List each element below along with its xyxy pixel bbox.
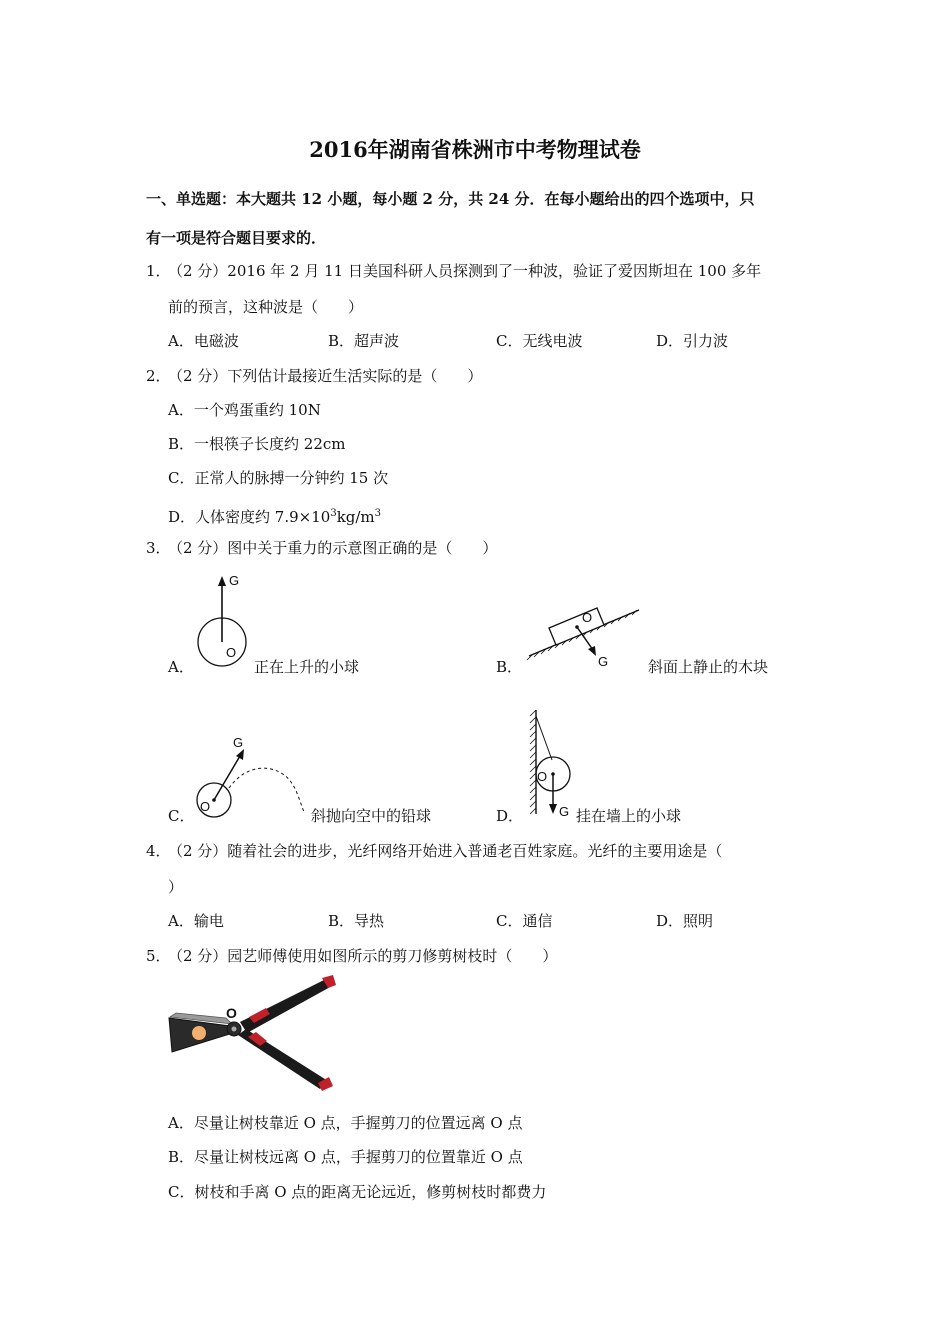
q2-option-d-unit: kg/m (336, 508, 375, 526)
q3-figure-b-g-label: G (598, 654, 609, 669)
q3-text: （2 分）图中关于重力的示意图正确的是（ ） (168, 539, 498, 557)
q3-option-c-caption: 斜抛向空中的铅球 (311, 807, 432, 825)
q3-figure-a-g-label: G (229, 573, 240, 588)
q3-option-a-letter[interactable]: A． (168, 658, 194, 676)
q5-figure-o-label: O (226, 1005, 237, 1021)
q1-number: 1． (146, 262, 171, 280)
q3-figure-d-g-label: G (559, 804, 570, 819)
q1-option-b[interactable]: B．超声波 (328, 332, 400, 350)
q4-text-line1: （2 分）随着社会的进步，光纤网络开始进入普通老百姓家庭。光纤的主要用途是（ (168, 842, 723, 860)
q5-option-b[interactable]: B．尽量让树枝远离 O 点，手握剪刀的位置靠近 O 点 (168, 1148, 523, 1166)
q1-option-d[interactable]: D．引力波 (656, 332, 729, 350)
q2-option-a[interactable]: A．一个鸡蛋重约 10N (168, 401, 321, 419)
q2-option-d-prefix: D．人体密度约 7.9×10 (168, 508, 331, 526)
q4-number: 4． (146, 842, 171, 860)
section-heading-line2: 有一项是符合题目要求的． (146, 229, 327, 247)
q3-figure-c-g-label: G (233, 735, 244, 750)
q3-figure-b-o-label: O (582, 610, 593, 625)
q2-number: 2． (146, 367, 171, 385)
q3-option-d-letter[interactable]: D． (496, 807, 524, 825)
q3-figure-d (524, 708, 584, 826)
q2-option-d-exp1: 3 (330, 508, 337, 519)
q1-text-line1: （2 分）2016 年 2 月 11 日美国科研人员探测到了一种波，验证了爱因斯坦在 100 多年 (168, 262, 762, 280)
q1-option-a[interactable]: A．电磁波 (168, 332, 239, 350)
q4-option-b[interactable]: B．导热 (328, 912, 385, 930)
q1-option-c[interactable]: C．无线电波 (496, 332, 583, 350)
q5-text: （2 分）园艺师傅使用如图所示的剪刀修剪树枝时（ ） (168, 947, 558, 965)
q2-option-b[interactable]: B．一根筷子长度约 22cm (168, 435, 346, 453)
q5-option-a[interactable]: A．尽量让树枝靠近 O 点，手握剪刀的位置远离 O 点 (168, 1114, 523, 1132)
q5-option-c[interactable]: C．树枝和手离 O 点的距离无论远近，修剪树枝时都费力 (168, 1183, 547, 1201)
q4-option-c[interactable]: C．通信 (496, 912, 553, 930)
q3-figure-a (195, 572, 255, 672)
q3-figure-c (194, 730, 314, 825)
page-title: 2016年湖南省株洲市中考物理试卷 (309, 137, 641, 162)
q5-branch-mark (192, 1026, 206, 1040)
q4-option-a[interactable]: A．输电 (168, 912, 224, 930)
q3-figure-c-o-label: O (200, 799, 211, 814)
q5-scissors-figure (166, 975, 338, 1093)
q3-option-c-letter[interactable]: C． (168, 807, 195, 825)
q2-option-d[interactable] (168, 504, 381, 527)
q3-option-b-letter[interactable]: B． (496, 658, 523, 676)
q3-option-a-caption: 正在上升的小球 (254, 658, 360, 676)
q4-option-d[interactable]: D．照明 (656, 912, 714, 930)
q2-option-d-exp2: 3 (374, 508, 382, 519)
q2-text: （2 分）下列估计最接近生活实际的是（ ） (168, 367, 483, 385)
q3-option-b-caption: 斜面上静止的木块 (648, 658, 769, 676)
section-heading-line1: 一、单选题：本大题共 12 小题，每小题 2 分，共 24 分．在每小题给出的四个选项中，只 (146, 190, 755, 208)
q4-text-line2: ） (168, 878, 184, 896)
q2-option-c[interactable]: C．正常人的脉搏一分钟约 15 次 (168, 469, 389, 487)
q3-figure-a-o-label: O (226, 645, 237, 660)
q3-option-d-caption: 挂在墙上的小球 (576, 807, 682, 825)
q1-text-line2: 前的预言，这种波是（ ） (168, 298, 364, 316)
q3-figure-b (527, 598, 647, 678)
q5-number: 5． (146, 947, 171, 965)
q3-number: 3． (146, 539, 171, 557)
q3-figure-d-o-label: O (537, 769, 548, 784)
